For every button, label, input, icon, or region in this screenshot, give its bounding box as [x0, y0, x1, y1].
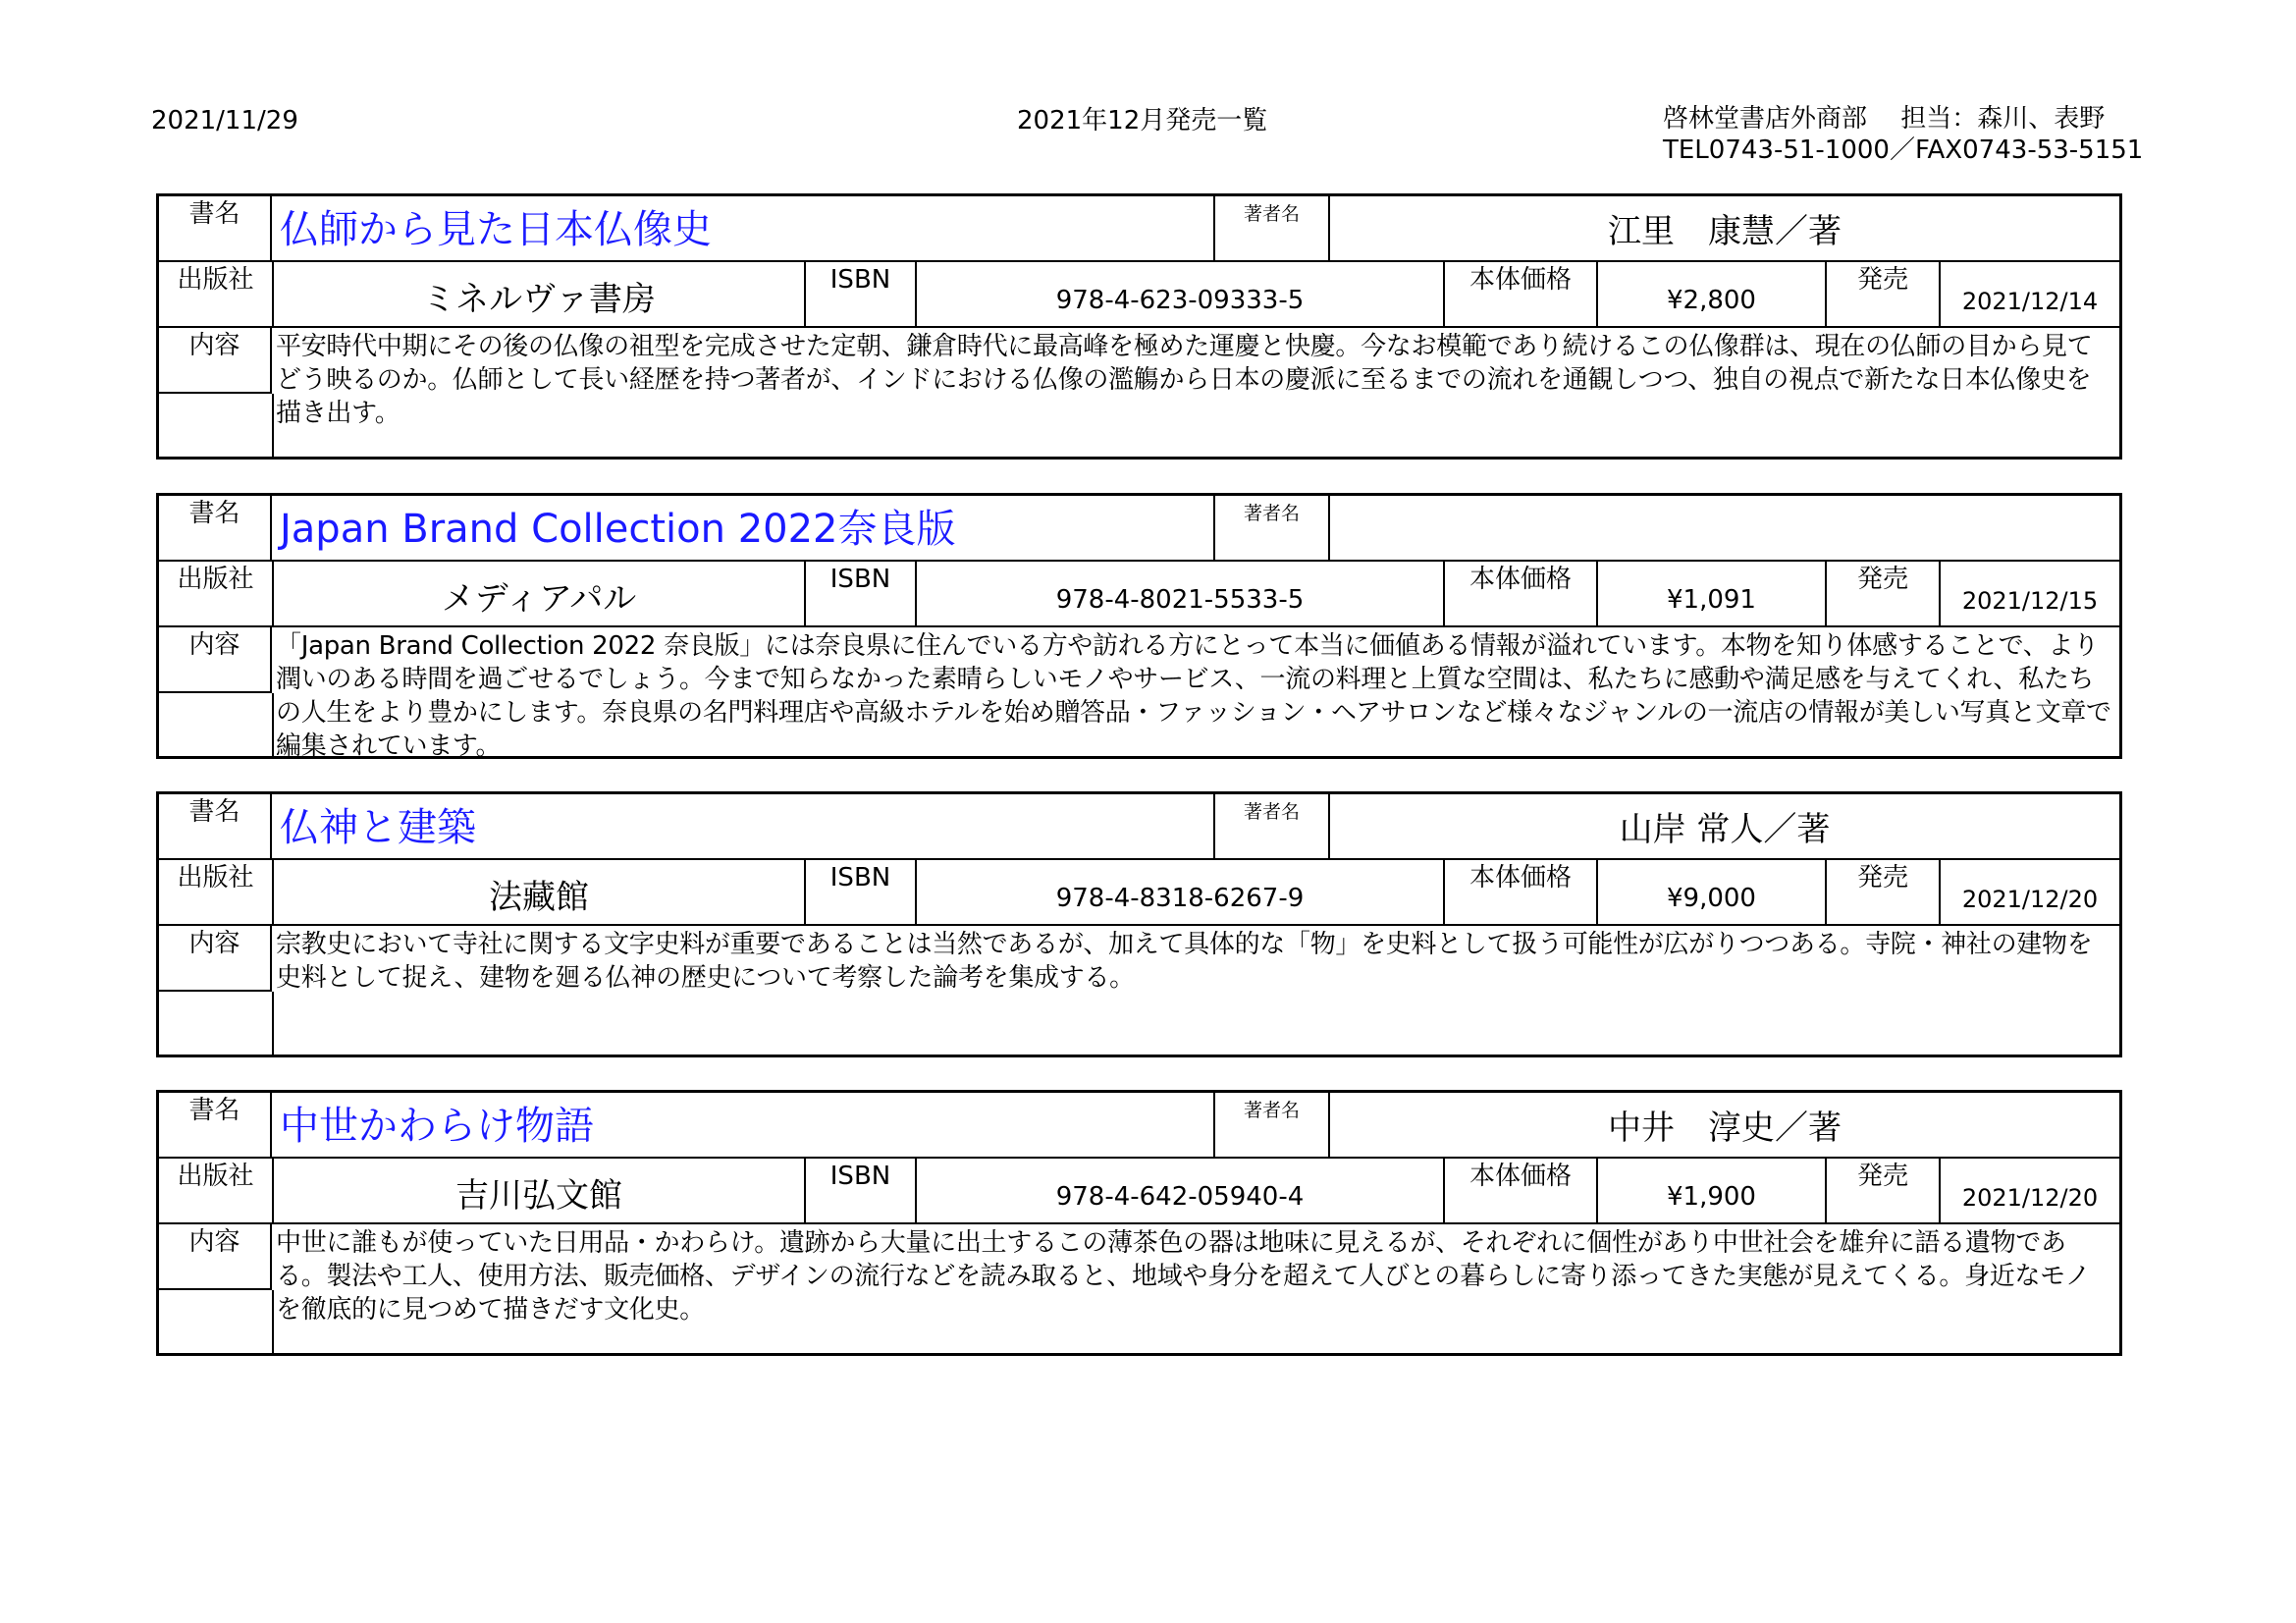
price-label: 本体価格 [1468, 565, 1572, 594]
store-phone-fax: TEL0743-51-1000／FAX0743-53-5151 [1663, 135, 2144, 165]
book-description: 中世に誰もが使っていた日用品・かわらけ。遺跡から大量に出土するこの薄茶色の器は地味に見えるが、それぞれに個性があり中世社会を雄弁に語る遺物である。製法や工人、使用方法、販売価格、デザインの流行などを読み取ると、地域や身分を超えて人びとの暮らしに寄り添ってきた実態が見えてくる。身近なモノを徹底的に見つめて描きだす文化史。 [276, 1228, 2091, 1325]
release-label: 発売 [1856, 1162, 1908, 1191]
release-label: 発売 [1856, 265, 1908, 295]
release-label: 発売 [1856, 565, 1908, 594]
publisher-label: 出版社 [177, 565, 254, 594]
book-publisher: 吉川弘文館 [455, 1176, 622, 1216]
store-contact-person: 啓林堂書店外商部 担当：森川、表野 [1663, 104, 2106, 134]
book-release-date: 2021/12/20 [1961, 886, 2099, 913]
book-card [156, 193, 2122, 460]
book-release-date: 2021/12/20 [1961, 1184, 2099, 1212]
price-label: 本体価格 [1468, 1162, 1572, 1191]
book-title: 中世かわらけ物語 [280, 1104, 594, 1149]
book-title: 仏師から見た日本仏像史 [280, 207, 712, 252]
author-label: 著者名 [1243, 1100, 1300, 1121]
book-isbn: 978-4-623-09333-5 [1055, 286, 1305, 315]
book-card [156, 791, 2122, 1057]
release-label: 発売 [1856, 863, 1908, 893]
book-price: ¥1,091 [1667, 585, 1756, 615]
book-price: ¥2,800 [1667, 286, 1756, 315]
book-publisher: メディアパル [441, 579, 637, 619]
book-isbn: 978-4-642-05940-4 [1055, 1182, 1305, 1212]
title-label: 書名 [188, 199, 240, 229]
book-isbn: 978-4-8021-5533-5 [1055, 585, 1305, 615]
book-author: 山岸 常人／著 [1619, 810, 1831, 849]
book-price: ¥1,900 [1667, 1182, 1756, 1212]
book-title: Japan Brand Collection 2022奈良版 [280, 507, 956, 552]
title-label: 書名 [188, 1096, 240, 1125]
price-label: 本体価格 [1468, 265, 1572, 295]
title-label: 書名 [188, 797, 240, 827]
title-label: 書名 [188, 499, 240, 528]
book-description: 平安時代中期にその後の仏像の祖型を完成させた定朝、鎌倉時代に最高峰を極めた運慶と快慶。今なお模範であり続けるこの仏像群は、現在の仏師の目から見てどう映るのか。仏師として長い経歴を持つ著者が、インドにおける仏像の濫觴から日本の慶派に至るまでの流れを通観しつつ、独自の視点で新たな日本仏像史を描き出す。 [276, 332, 2093, 428]
publisher-label: 出版社 [177, 265, 254, 295]
book-description: 宗教史において寺社に関する文字史料が重要であることは当然であるが、加えて具体的な「物」を史料として扱う可能性が広がりつつある。寺院・神社の建物を史料として捉え、建物を廻る仏神の歴史について考察した論考を集成する。 [276, 930, 2093, 993]
content-label: 内容 [159, 1224, 272, 1290]
book-author: 中井 淳史／著 [1608, 1109, 1842, 1148]
book-release-date: 2021/12/15 [1961, 587, 2099, 615]
isbn-label: ISBN [829, 265, 891, 295]
book-release-date: 2021/12/14 [1961, 288, 2099, 315]
book-description: 「Japan Brand Collection 2022 奈良版」には奈良県に住んでいる方や訪れる方にとって本当に価値ある情報が溢れています。本物を知り体感することで、より潤いのある時間を過ごせるでしょう。今まで知らなかった素晴らしいモノやサービス、一流の料理と上質な空間は、私たちに感動や満足感を与えてくれ、私たちの人生をより豊かにします。奈良県の名門料理店や高級ホテルを始め贈答品・ファッション・ヘアサロンなど様々なジャンルの一流店の情報が美しい写真と文章で編集されています。 [276, 631, 2111, 761]
publisher-label: 出版社 [177, 863, 254, 893]
book-price: ¥9,000 [1667, 884, 1756, 913]
book-publisher: ミネルヴァ書房 [422, 280, 656, 319]
price-label: 本体価格 [1468, 863, 1572, 893]
author-label: 著者名 [1243, 503, 1300, 524]
book-isbn: 978-4-8318-6267-9 [1055, 884, 1305, 913]
content-label: 内容 [159, 328, 272, 394]
book-author: 江里 康慧／著 [1608, 212, 1842, 251]
book-title: 仏神と建築 [280, 805, 476, 850]
author-label: 著者名 [1243, 203, 1300, 225]
content-label: 内容 [159, 926, 272, 992]
author-label: 著者名 [1243, 801, 1300, 823]
isbn-label: ISBN [829, 565, 891, 594]
isbn-label: ISBN [829, 1162, 891, 1191]
book-publisher: 法藏館 [489, 878, 589, 917]
isbn-label: ISBN [829, 863, 891, 893]
book-card [156, 493, 2122, 759]
book-author [1330, 496, 2119, 512]
book-card [156, 1090, 2122, 1356]
publisher-label: 出版社 [177, 1162, 254, 1191]
report-date: 2021/11/29 [151, 106, 298, 135]
report-title: 2021年12月発売一覧 [1017, 106, 1268, 135]
content-label: 内容 [159, 627, 272, 693]
